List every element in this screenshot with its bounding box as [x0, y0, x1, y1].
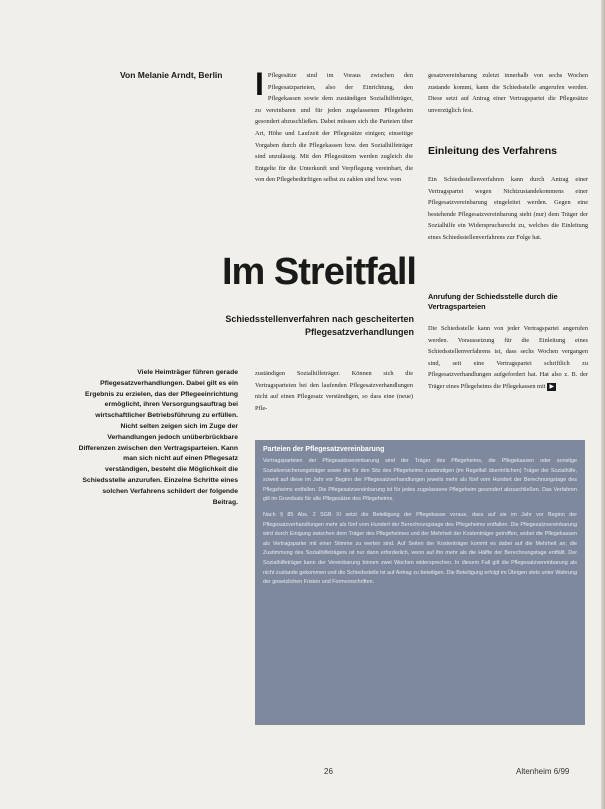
info-box-paragraph: Nach § 85 Abs. 2 SGB XI setzt die Beteiligung der Pflegekasse voraus, dass auf sie im Jahr vor Beginn der Pflegesatzverhandlungen mehr als fünf vom Hundert der Berechnungstage des Pflegeheims entfallen. Die Pflegesatzvereinbarung wird durch Einigung zwischen dem Träger des Pflegeheimes und der Mehrheit der Kostenträger getroffen, wobei die Pflegekassen als Vertragspartei mit einer Stimme zu werten sind. Auf Seiten der Kostenträger kommt es dabei auf die Mehrheit an; die Zustimmung des Sozialhilfeträgers ist nur dann erforderlich, wenn auf ihn mehr als die Hälfte der Berechnungstage entfällt. Der Sozialhilfeträger kann der Vereinbarung binnen zwei Wochen widersprechen. In diesem Fall gilt die Pflegesatzvereinbarung als nicht zustande gekommen und die Schiedsstelle ist auf Antrag zu beteiligen. Die Beteiligung erfolgt im Übrigen stets unter Wahrung der gesetzlichen Fristen und Formvorschriften. [263, 511, 577, 586]
right-column-text-2: Ein Schiedsstellenverfahren kann durch Antrag einer Vertragspartei wegen Nichtzustandekommens einer Pflegesatzvereinbarung eingeleitet werden. Gegen eine bestehende Pflegesatzvereinbarung steht (nur) dem Träger der Sozialhilfe ein Widerspruchsrecht zu, welches die Einleitung eines Schiedsstellenverfahrens zur Folge hat. [428, 176, 588, 241]
intro-column [255, 66, 413, 186]
article-title: Im Streitfall [222, 251, 416, 293]
magazine-issue: Altenheim 6/99 [516, 767, 570, 776]
byline: Von Melanie Arndt, Berlin [120, 70, 223, 80]
info-box-title: Parteien der Pflegesatzvereinbarung [263, 446, 385, 453]
page-edge-shadow [601, 0, 605, 809]
article-subtitle: Schiedsstellenverfahren nach gescheiterten Pflegesatzverhandlungen [225, 314, 414, 337]
section-heading-einleitung: Einleitung des Verfahrens [428, 145, 557, 157]
intro-text: Pflegesätze sind im Voraus zwischen den Pflegesatzparteien, also der Einrichtung, den Pflegekassen sowie dem zuständigen Sozialhilfeträger, zu vereinbaren und für jeden zugelassenen Pflegeheim gesondert abzuschließen. Dabei müssen sich die Parteien über Art, Höhe und Laufzeit der Pflegesätze einigen; einseitige Vorgaben durch die Pflegekassen bzw. den Sozialhilfeträger sind unzulässig. Mit den Pflegesätzen werden zugleich die Entgelte für die Unterkunft und Verpflegung vereinbart, die von den Pflegebedürftigen selbst zu zahlen sind bzw. vom [255, 72, 413, 184]
info-box [255, 440, 585, 725]
drop-cap: I [255, 66, 264, 102]
section-subheading-anrufung: Anrufung der Schiedsstelle durch die Vertragsparteien [428, 292, 558, 311]
lead-paragraph: Viele Heimträger führen gerade Pflegesatzverhandlungen. Dabei gilt es ein Ergebnis zu erzielen, das der Pflegeeinrichtung ermöglicht, ihren Versorgungsauftrag bei wirtschaftlicher Betriebsführung zu erfüllen. Nicht selten zeigen sich im Zuge der Verhandlungen jedoch unüberbrückbare Differenzen zwischen den Vertragsparteien. Kann man sich nicht auf einen Pflegesatz verständigen, besteht die Möglichkeit die Schiedsstelle anzurufen. Einzelne Schritte eines solchen Verfahrens schildert der folgende Beitrag. [78, 369, 238, 506]
middle-column-text: zuständigen Sozialhilfeträger. Können sich die Vertragsparteien bei den laufenden Pflegesatzverhandlungen nicht auf einen Pflegesatz verständigen, so dass eine (neue) Pfle- [255, 370, 413, 412]
right-column-text-1: gesatzvereinbarung zuletzt innerhalb von sechs Wochen zustande kommt, kann die Schiedsstelle angerufen werden. Diese setzt auf Antrag einer Vertragspartei die Pflegesätze unverzüglich fest. [428, 72, 588, 114]
continue-arrow-icon: ▶ [549, 383, 555, 390]
page-number: 26 [324, 767, 333, 776]
right-column-text-3 [428, 323, 588, 393]
info-box-body [263, 457, 577, 588]
info-box-paragraph: Vertragsparteien der Pflegesatzvereinbarung sind der Träger des Pflegeheims, die Pflegekassen oder sonstige Sozialversicherungsträger sowie die für den Sitz des Pflegeheims zuständigen (im Regelfall überörtlichen) Träger der Sozialhilfe, soweit auf diese im Jahr vor Beginn der Pflegesatzverhandlungen jeweils mehr als fünf vom Hundert der Berechnungstage des Pflegeheims entfallen. Die Pflegesatzvereinbarung ist für jedes zugelassene Pflegeheim gesondert abzuschließen. Das Verfahren gilt im Grundsatz für alle Pflegesätze des Pflegeheims. [263, 458, 577, 503]
right-column-text-3-body: Die Schiedsstelle kann von jeder Vertragspartei angerufen werden. Voraussetzung für die Einleitung eines Schiedsstellenverfahrens ist, dass sechs Wochen vergangen sind, seit eine Vertragspartei schriftlich zu Pflegesatzverhandlungen aufgefordert hat. Hat also z. B. der Träger eines Pflegeheims die Pflegekassen mit [428, 325, 588, 390]
